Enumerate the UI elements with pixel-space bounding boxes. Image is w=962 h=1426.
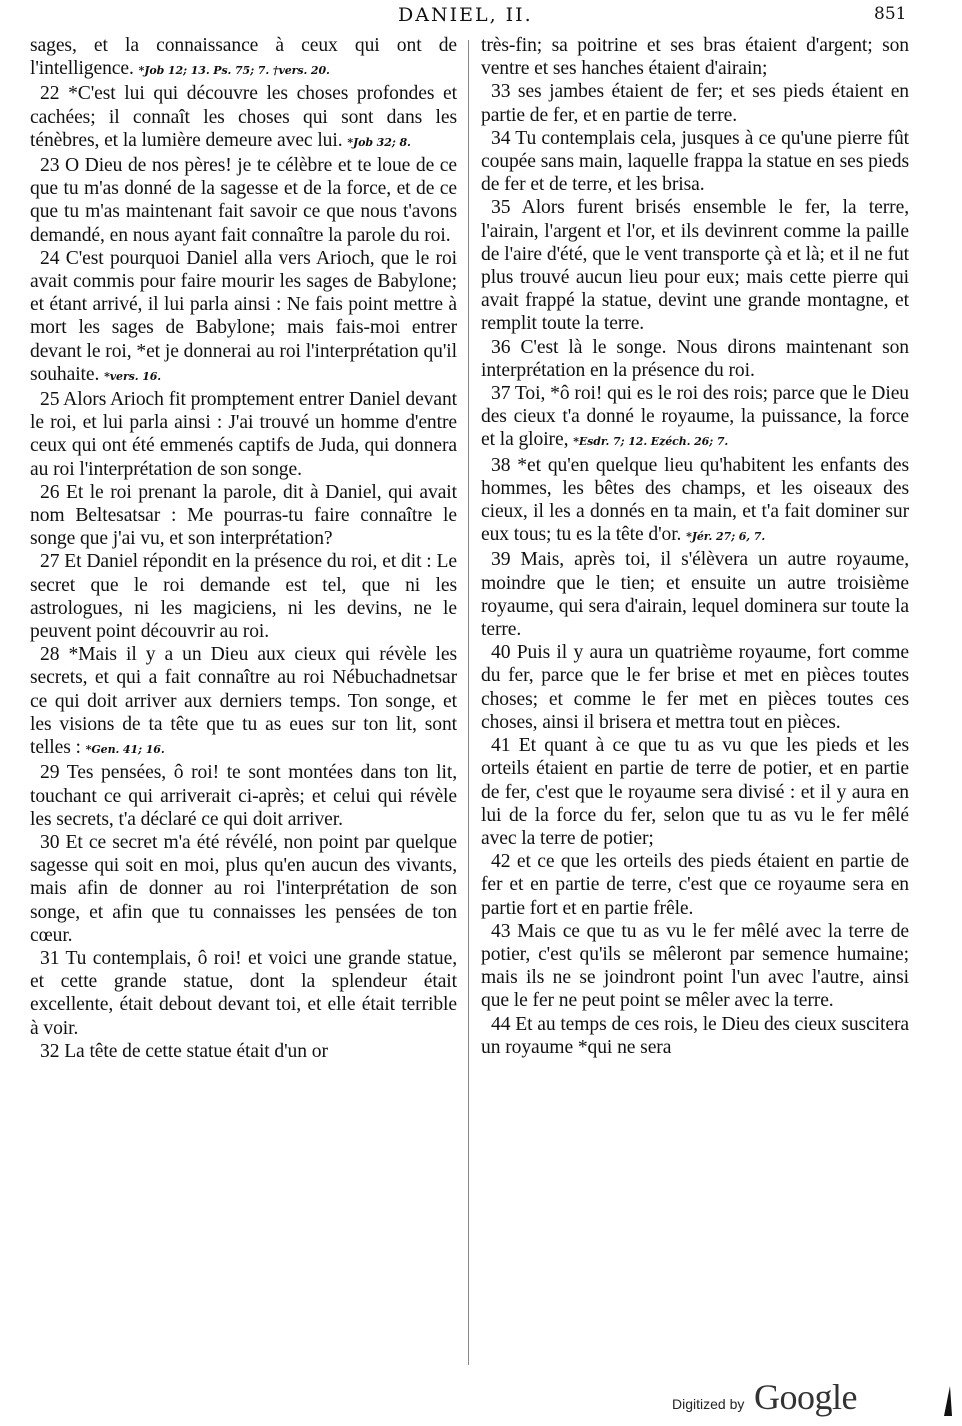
page-number: 851 xyxy=(874,4,907,24)
right-column xyxy=(481,34,909,1370)
verse-paragraph xyxy=(481,734,909,850)
digitized-by-label: Digitized by xyxy=(672,1396,745,1412)
page-header xyxy=(0,4,962,28)
verse-paragraph xyxy=(481,548,909,641)
verse-text: sages, et la connaissance à ceux qui ont de l'intelligence. xyxy=(30,35,457,80)
verse-paragraph xyxy=(481,920,909,1013)
verse-text: 25 Alors Arioch fit promptement entrer Daniel devant le roi, et lui parla ainsi : J'ai trouvé un homme d'entre ceux qui ont été emmenés captifs de Juda, qui donnera au roi l'interprétation de son songe. xyxy=(30,389,457,480)
verse-text: 37 Toi, *ô roi! qui es le roi des rois; parce que le Dieu des cieux t'a donné le royaume, la puissance, la force et la gloire, xyxy=(481,383,909,451)
verse-text: 41 Et quant à ce que tu as vu que les pieds et les orteils étaient en partie de terre de potier, et en partie de fer, c'est que le royaume sera divisé : et il y aura en lui de la force du fer, selon que tu as vu le fer mêlé avec la terre de potier; xyxy=(481,735,909,849)
cross-reference: *Job 32; 8. xyxy=(347,135,411,149)
verse-paragraph xyxy=(481,34,909,80)
verse-text: 24 C'est pourquoi Daniel alla vers Arioch, que le roi avait commis pour faire mourir les sages de Babylone; et étant arrivé, il lui parla ainsi : Ne fais point mettre à mort les sages de Babylone; mais fais-moi entrer devant le roi, *et je donnerai au roi l'interprétation qu'il souhaite. xyxy=(30,247,457,385)
digitization-footer xyxy=(672,1378,962,1418)
verse-paragraph xyxy=(30,761,457,831)
verse-text: 30 Et ce secret m'a été révélé, non point par quelque sagesse qui soit en moi, plus qu'en aucun des vivants, mais afin de donner au roi l'interprétation de son songe, et afin que tu connaisses les pensées de ton cœur. xyxy=(30,831,457,946)
google-logo: Google xyxy=(754,1377,857,1417)
verse-paragraph xyxy=(481,382,909,454)
verse-text: 22 *C'est lui qui découvre les choses profondes et cachées; il connaît les choses qui sont dans les ténèbres, et la lumière demeure avec lui. xyxy=(30,83,457,151)
verse-text: 38 *et qu'en quelque lieu qu'habitent les enfants des hommes, les bêtes des champs, et les oiseaux des cieux, il les a donnés en ta main, et t'a fait dominer sur eux tous; tu es la tête d'or. xyxy=(481,454,909,546)
verse-paragraph xyxy=(30,388,457,481)
verse-paragraph xyxy=(30,643,457,761)
page-corner-mark xyxy=(944,1386,952,1416)
verse-paragraph xyxy=(481,80,909,126)
verse-paragraph xyxy=(30,831,457,947)
verse-text: 40 Puis il y aura un quatrième royaume, fort comme du fer, parce que le fer brise et met en pièces toutes choses; et comme le fer met en pièces toutes ces choses, ainsi il brisera et mettra tout en pièces. xyxy=(481,642,909,733)
cross-reference: *Job 12; 13. Ps. 75; 7. †vers. 20. xyxy=(138,64,330,78)
verse-text: 36 C'est là le songe. Nous dirons maintenant son interprétation en la présence du roi. xyxy=(481,336,909,381)
verse-text: 42 et ce que les orteils des pieds étaient en partie de fer et en partie de terre, c'est que ce royaume sera en partie fort et en partie frêle. xyxy=(481,851,909,919)
verse-paragraph xyxy=(481,196,909,335)
verse-paragraph xyxy=(481,127,909,197)
verse-text: 44 Et au temps de ces rois, le Dieu des cieux suscitera un royaume *qui ne sera xyxy=(481,1013,909,1058)
column-divider xyxy=(468,40,469,1365)
cross-reference: *Esdr. 7; 12. Ezéch. 26; 7. xyxy=(573,435,729,449)
cross-reference: *Gen. 41; 16. xyxy=(85,743,165,757)
verse-text: 35 Alors furent brisés ensemble le fer, la terre, l'airain, l'argent et l'or, et ils devinrent comme la paille de l'aire d'été, que le vent transporte çà et là; et il ne fut plus trouvé aucun lieu pour eux; mais cette pierre qui avait frappé la statue, devint une grande montagne, et remplit toute la terre. xyxy=(481,197,909,335)
verse-paragraph xyxy=(30,550,457,643)
running-title: DANIEL, II. xyxy=(398,4,533,26)
verse-text: 34 Tu contemplais cela, jusques à ce qu'une pierre fût coupée sans main, laquelle frappa la statue en ses pieds de fer et de terre, et les brisa. xyxy=(481,127,909,196)
verse-text: très-fin; sa poitrine et ses bras étaient d'argent; son ventre et ses hanches étaient d'airain; xyxy=(481,35,909,80)
verse-text: 28 *Mais il y a un Dieu aux cieux qui révèle les secrets, et qui a fait connaître au roi Nébuchadnetsar ce qui doit arriver aux derniers temps. Ton songe, et les visions de ta tête que tu as eues sur ton lit, sont telles : xyxy=(30,644,457,759)
verse-paragraph xyxy=(481,850,909,920)
verse-text: 43 Mais ce que tu as vu le fer mêlé avec la terre de potier, c'est qu'ils se mêleront par semence humaine; mais ils ne se joindront point l'un avec l'autre, ainsi que le fer ne peut point se mêler avec la terre. xyxy=(481,920,909,1012)
verse-text: 29 Tes pensées, ô roi! te sont montées dans ton lit, touchant ce qui arriverait ci-après; et celui qui révèle les secrets, t'a déclaré ce qui doit arriver. xyxy=(30,762,457,830)
verse-text: 23 O Dieu de nos pères! je te célèbre et te loue de ce que tu m'as donné de la sagesse et de la force, et de ce que tu m'as maintenant fait savoir ce que nous t'avons demandé, en nous ayant fait connaître la parole du roi. xyxy=(30,155,457,246)
verse-paragraph xyxy=(30,82,457,154)
verse-paragraph xyxy=(481,454,909,549)
verse-text: 39 Mais, après toi, il s'élèvera un autre royaume, moindre que le tien; et ensuite un autre troisième royaume, qui sera d'airain, lequel dominera sur toute la terre. xyxy=(481,549,909,641)
verse-text: 33 ses jambes étaient de fer; et ses pieds étaient en partie de fer, et en partie de terre. xyxy=(481,81,909,126)
verse-paragraph xyxy=(481,641,909,734)
verse-paragraph xyxy=(30,154,457,247)
left-column xyxy=(30,34,457,1370)
verse-paragraph xyxy=(30,947,457,1040)
cross-reference: *vers. 16. xyxy=(104,369,162,383)
cross-reference: *Jér. 27; 6, 7. xyxy=(686,530,766,544)
verse-paragraph xyxy=(30,247,457,388)
verse-paragraph xyxy=(481,336,909,382)
verse-paragraph xyxy=(30,481,457,551)
verse-paragraph xyxy=(30,1040,457,1063)
verse-text: 31 Tu contemplais, ô roi! et voici une grande statue, et cette grande statue, dont la splendeur était excellente, était debout devant toi, et elle était terrible à voir. xyxy=(30,947,457,1039)
verse-paragraph xyxy=(30,34,457,82)
verse-text: 26 Et le roi prenant la parole, dit à Daniel, qui avait nom Beltesatsar : Me pourras-tu faire connaître le songe que j'ai vu, et son interprétation? xyxy=(30,481,457,550)
verse-paragraph xyxy=(481,1013,909,1059)
verse-text: 32 La tête de cette statue était d'un or xyxy=(40,1040,328,1062)
verse-text: 27 Et Daniel répondit en la présence du roi, et dit : Le secret que le roi demande est tel, que ni les astrologues, ni les magiciens, ni les devins, ne le peuvent point découvrir au roi. xyxy=(30,551,457,643)
